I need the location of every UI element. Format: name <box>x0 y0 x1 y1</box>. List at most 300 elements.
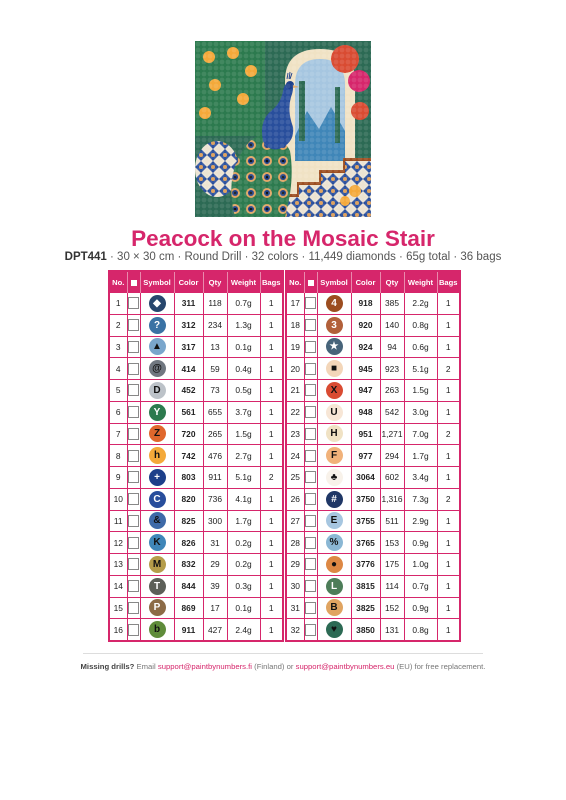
qty-value: 153 <box>380 532 404 554</box>
weight-value: 7.0g <box>404 423 437 445</box>
row-number: 25 <box>286 467 304 489</box>
qty-value: 234 <box>203 314 227 336</box>
weight-value: 3.7g <box>227 401 260 423</box>
table-row <box>109 293 283 315</box>
row-symbol-cell <box>317 445 351 467</box>
table-row <box>286 532 460 554</box>
row-checkbox[interactable] <box>128 384 139 396</box>
symbol-icon: C <box>149 491 166 508</box>
row-symbol-cell <box>140 423 174 445</box>
color-code: 832 <box>174 554 203 576</box>
weight-value: 0.2g <box>227 532 260 554</box>
row-checkbox[interactable] <box>305 319 316 331</box>
bags-value: 1 <box>437 619 460 641</box>
color-legend-table-left <box>108 270 284 642</box>
weight-value: 0.8g <box>404 314 437 336</box>
weight-value: 0.7g <box>227 293 260 315</box>
row-checkbox[interactable] <box>305 493 316 505</box>
symbol-icon: b <box>149 621 166 638</box>
table-row <box>286 488 460 510</box>
row-checkbox[interactable] <box>128 297 139 309</box>
row-symbol-cell <box>317 358 351 380</box>
row-symbol-cell <box>140 554 174 576</box>
row-checkbox[interactable] <box>305 580 316 592</box>
qty-value: 17 <box>203 597 227 619</box>
row-checkbox-cell <box>304 401 317 423</box>
row-symbol-cell <box>317 293 351 315</box>
row-checkbox-cell <box>304 554 317 576</box>
row-number: 9 <box>109 467 127 489</box>
color-code: 3755 <box>351 510 380 532</box>
bags-value: 1 <box>437 554 460 576</box>
symbol-icon: 4 <box>326 295 343 312</box>
row-checkbox-cell <box>127 358 140 380</box>
row-symbol-cell <box>140 380 174 402</box>
bags-value: 1 <box>260 619 283 641</box>
table-row <box>109 597 283 619</box>
row-checkbox[interactable] <box>128 450 139 462</box>
row-checkbox[interactable] <box>128 319 139 331</box>
qty-value: 602 <box>380 467 404 489</box>
row-symbol-cell <box>140 510 174 532</box>
header-no: No. <box>286 271 304 293</box>
table-row <box>109 380 283 402</box>
symbol-icon: F <box>326 447 343 464</box>
color-code: 977 <box>351 445 380 467</box>
table-row <box>286 619 460 641</box>
row-checkbox-cell <box>304 488 317 510</box>
row-symbol-cell <box>317 380 351 402</box>
color-code: 869 <box>174 597 203 619</box>
color-code: 947 <box>351 380 380 402</box>
bags-value: 2 <box>437 423 460 445</box>
symbol-icon: ★ <box>326 338 343 355</box>
weight-value: 5.1g <box>227 467 260 489</box>
row-symbol-cell <box>317 401 351 423</box>
symbol-icon: U <box>326 404 343 421</box>
row-checkbox-cell <box>127 423 140 445</box>
color-code: 317 <box>174 336 203 358</box>
product-details: · 30 × 30 cm · Round Drill · 32 colors · 11,449 diamonds · 65g total · 36 bags <box>110 251 502 263</box>
bags-value: 2 <box>437 358 460 380</box>
symbol-icon: ■ <box>326 360 343 377</box>
row-number: 21 <box>286 380 304 402</box>
row-checkbox-cell <box>304 445 317 467</box>
color-code: 561 <box>174 401 203 423</box>
weight-value: 3.0g <box>404 401 437 423</box>
header-checkbox-icon <box>308 280 314 286</box>
bags-value: 1 <box>260 554 283 576</box>
bags-value: 2 <box>260 467 283 489</box>
symbol-icon: M <box>149 556 166 573</box>
bags-value: 1 <box>260 423 283 445</box>
row-checkbox[interactable] <box>128 580 139 592</box>
color-legend-table-right <box>285 270 461 642</box>
qty-value: 73 <box>203 380 227 402</box>
row-checkbox-cell <box>127 445 140 467</box>
color-code: 951 <box>351 423 380 445</box>
color-code: 3776 <box>351 554 380 576</box>
table-row <box>109 445 283 467</box>
table-row <box>109 532 283 554</box>
symbol-icon: K <box>149 534 166 551</box>
weight-value: 1.7g <box>227 510 260 532</box>
bags-value: 1 <box>260 597 283 619</box>
header-check <box>304 271 317 293</box>
bags-value: 1 <box>437 532 460 554</box>
symbol-icon: # <box>326 491 343 508</box>
row-checkbox-cell <box>304 293 317 315</box>
weight-value: 0.4g <box>227 358 260 380</box>
weight-value: 0.7g <box>404 575 437 597</box>
row-checkbox-cell <box>304 467 317 489</box>
qty-value: 152 <box>380 597 404 619</box>
row-symbol-cell <box>140 445 174 467</box>
bags-value: 1 <box>437 293 460 315</box>
header-color: Color <box>174 271 203 293</box>
email-link-fi[interactable]: support@paintbynumbers.fi <box>157 662 252 671</box>
color-code: 414 <box>174 358 203 380</box>
table-row <box>286 293 460 315</box>
row-number: 20 <box>286 358 304 380</box>
row-number: 23 <box>286 423 304 445</box>
weight-value: 0.2g <box>227 554 260 576</box>
row-symbol-cell <box>317 619 351 641</box>
color-code: 312 <box>174 314 203 336</box>
table-row <box>109 401 283 423</box>
weight-value: 1.5g <box>404 380 437 402</box>
qty-value: 94 <box>380 336 404 358</box>
row-symbol-cell <box>140 597 174 619</box>
bags-value: 1 <box>260 510 283 532</box>
row-checkbox-cell <box>304 532 317 554</box>
row-checkbox[interactable] <box>128 515 139 527</box>
color-code: 311 <box>174 293 203 315</box>
row-checkbox[interactable] <box>305 428 316 440</box>
color-code: 3765 <box>351 532 380 554</box>
table-row <box>286 597 460 619</box>
table-row <box>286 467 460 489</box>
bags-value: 1 <box>437 314 460 336</box>
row-checkbox[interactable] <box>305 297 316 309</box>
qty-value: 39 <box>203 575 227 597</box>
row-symbol-cell <box>140 488 174 510</box>
weight-value: 2.9g <box>404 510 437 532</box>
color-code: 825 <box>174 510 203 532</box>
header-weight: Weight <box>227 271 260 293</box>
row-number: 22 <box>286 401 304 423</box>
qty-value: 263 <box>380 380 404 402</box>
qty-value: 131 <box>380 619 404 641</box>
table-row <box>109 619 283 641</box>
row-number: 3 <box>109 336 127 358</box>
qty-value: 511 <box>380 510 404 532</box>
row-symbol-cell <box>317 314 351 336</box>
row-symbol-cell <box>140 314 174 336</box>
color-code: 742 <box>174 445 203 467</box>
qty-value: 923 <box>380 358 404 380</box>
row-checkbox[interactable] <box>128 558 139 570</box>
row-symbol-cell <box>317 554 351 576</box>
symbol-icon: 3 <box>326 317 343 334</box>
row-checkbox[interactable] <box>128 493 139 505</box>
header-bags: Bags <box>437 271 460 293</box>
product-subtitle <box>0 251 566 263</box>
table-row <box>286 445 460 467</box>
row-checkbox-cell <box>127 488 140 510</box>
row-checkbox[interactable] <box>128 428 139 440</box>
row-checkbox[interactable] <box>305 450 316 462</box>
bags-value: 1 <box>437 510 460 532</box>
row-number: 8 <box>109 445 127 467</box>
table-row <box>286 358 460 380</box>
row-number: 30 <box>286 575 304 597</box>
row-checkbox-cell <box>127 554 140 576</box>
row-number: 5 <box>109 380 127 402</box>
header-weight: Weight <box>404 271 437 293</box>
qty-value: 1,316 <box>380 488 404 510</box>
table-header-row <box>109 271 283 293</box>
table-row <box>286 510 460 532</box>
footer-divider <box>83 653 483 654</box>
bags-value: 1 <box>437 380 460 402</box>
color-code: 720 <box>174 423 203 445</box>
weight-value: 2.7g <box>227 445 260 467</box>
row-checkbox-cell <box>127 401 140 423</box>
row-number: 6 <box>109 401 127 423</box>
bags-value: 1 <box>260 314 283 336</box>
symbol-icon: X <box>326 382 343 399</box>
symbol-icon: L <box>326 578 343 595</box>
symbol-icon: B <box>326 599 343 616</box>
row-checkbox[interactable] <box>305 341 316 353</box>
row-checkbox-cell <box>304 358 317 380</box>
row-number: 27 <box>286 510 304 532</box>
row-checkbox-cell <box>304 575 317 597</box>
bags-value: 2 <box>437 488 460 510</box>
row-checkbox[interactable] <box>305 515 316 527</box>
color-code: 820 <box>174 488 203 510</box>
qty-value: 476 <box>203 445 227 467</box>
bags-value: 1 <box>260 358 283 380</box>
product-code: DPT441 <box>64 251 107 263</box>
bags-value: 1 <box>260 336 283 358</box>
weight-value: 1.7g <box>404 445 437 467</box>
qty-value: 1,271 <box>380 423 404 445</box>
weight-value: 2.4g <box>227 619 260 641</box>
symbol-icon: % <box>326 534 343 551</box>
bags-value: 1 <box>437 445 460 467</box>
bags-value: 1 <box>260 401 283 423</box>
bags-value: 1 <box>437 401 460 423</box>
row-checkbox[interactable] <box>305 406 316 418</box>
row-number: 13 <box>109 554 127 576</box>
row-checkbox-cell <box>304 619 317 641</box>
row-number: 14 <box>109 575 127 597</box>
header-symbol: Symbol <box>140 271 174 293</box>
weight-value: 0.8g <box>404 619 437 641</box>
table-row <box>286 575 460 597</box>
row-checkbox[interactable] <box>305 363 316 375</box>
row-checkbox-cell <box>127 293 140 315</box>
table-row <box>286 336 460 358</box>
row-checkbox-cell <box>127 380 140 402</box>
qty-value: 13 <box>203 336 227 358</box>
row-checkbox-cell <box>127 619 140 641</box>
bags-value: 1 <box>260 380 283 402</box>
header-color: Color <box>351 271 380 293</box>
row-checkbox[interactable] <box>305 471 316 483</box>
row-checkbox[interactable] <box>128 537 139 549</box>
row-number: 4 <box>109 358 127 380</box>
row-checkbox-cell <box>127 336 140 358</box>
weight-value: 1.3g <box>227 314 260 336</box>
qty-value: 29 <box>203 554 227 576</box>
row-number: 26 <box>286 488 304 510</box>
bags-value: 1 <box>437 467 460 489</box>
row-number: 31 <box>286 597 304 619</box>
weight-value: 0.1g <box>227 597 260 619</box>
row-checkbox[interactable] <box>128 341 139 353</box>
header-check <box>127 271 140 293</box>
header-no: No. <box>109 271 127 293</box>
email-link-eu[interactable]: support@paintbynumbers.eu <box>295 662 395 671</box>
row-number: 16 <box>109 619 127 641</box>
row-number: 28 <box>286 532 304 554</box>
symbol-icon: ● <box>326 556 343 573</box>
row-checkbox-cell <box>304 423 317 445</box>
row-symbol-cell <box>140 293 174 315</box>
row-number: 32 <box>286 619 304 641</box>
row-checkbox[interactable] <box>305 537 316 549</box>
color-code: 3815 <box>351 575 380 597</box>
table-row <box>109 358 283 380</box>
header-checkbox-icon <box>131 280 137 286</box>
qty-value: 175 <box>380 554 404 576</box>
symbol-icon: D <box>149 382 166 399</box>
row-checkbox-cell <box>127 510 140 532</box>
bags-value: 1 <box>260 445 283 467</box>
color-code: 3064 <box>351 467 380 489</box>
bags-value: 1 <box>437 336 460 358</box>
row-checkbox-cell <box>304 380 317 402</box>
row-checkbox-cell <box>127 314 140 336</box>
bags-value: 1 <box>260 293 283 315</box>
table-row <box>286 554 460 576</box>
row-symbol-cell <box>317 597 351 619</box>
row-checkbox[interactable] <box>305 384 316 396</box>
color-code: 3850 <box>351 619 380 641</box>
row-number: 17 <box>286 293 304 315</box>
row-checkbox-cell <box>127 597 140 619</box>
color-code: 924 <box>351 336 380 358</box>
weight-value: 2.2g <box>404 293 437 315</box>
weight-value: 0.9g <box>404 597 437 619</box>
weight-value: 1.0g <box>404 554 437 576</box>
weight-value: 5.1g <box>404 358 437 380</box>
symbol-icon: ◆ <box>149 295 166 312</box>
symbol-icon: + <box>149 469 166 486</box>
row-symbol-cell <box>317 488 351 510</box>
row-checkbox[interactable] <box>128 471 139 483</box>
row-number: 2 <box>109 314 127 336</box>
qty-value: 265 <box>203 423 227 445</box>
weight-value: 1.5g <box>227 423 260 445</box>
weight-value: 0.5g <box>227 380 260 402</box>
row-checkbox[interactable] <box>128 406 139 418</box>
symbol-icon: Z <box>149 425 166 442</box>
row-symbol-cell <box>140 619 174 641</box>
row-checkbox-cell <box>304 510 317 532</box>
symbol-icon: H <box>326 425 343 442</box>
row-symbol-cell <box>140 532 174 554</box>
bags-value: 1 <box>437 575 460 597</box>
row-checkbox[interactable] <box>128 602 139 614</box>
page-title: Peacock on the Mosaic Stair <box>131 226 435 251</box>
row-checkbox-cell <box>127 532 140 554</box>
color-code: 826 <box>174 532 203 554</box>
row-symbol-cell <box>140 358 174 380</box>
qty-value: 300 <box>203 510 227 532</box>
row-number: 10 <box>109 488 127 510</box>
row-checkbox[interactable] <box>305 602 316 614</box>
row-symbol-cell <box>140 575 174 597</box>
row-symbol-cell <box>140 401 174 423</box>
color-code: 918 <box>351 293 380 315</box>
row-number: 19 <box>286 336 304 358</box>
qty-value: 385 <box>380 293 404 315</box>
row-number: 12 <box>109 532 127 554</box>
qty-value: 427 <box>203 619 227 641</box>
bags-value: 1 <box>260 575 283 597</box>
table-row <box>109 336 283 358</box>
bags-value: 1 <box>260 488 283 510</box>
color-code: 3750 <box>351 488 380 510</box>
qty-value: 736 <box>203 488 227 510</box>
row-number: 1 <box>109 293 127 315</box>
qty-value: 59 <box>203 358 227 380</box>
weight-value: 0.1g <box>227 336 260 358</box>
row-symbol-cell <box>317 336 351 358</box>
qty-value: 118 <box>203 293 227 315</box>
row-checkbox-cell <box>127 575 140 597</box>
symbol-icon: ▲ <box>149 338 166 355</box>
footer-text-3: (EU) for free replacement. <box>396 662 486 671</box>
color-code: 452 <box>174 380 203 402</box>
row-checkbox[interactable] <box>128 363 139 375</box>
header-qty: Qty <box>203 271 227 293</box>
qty-value: 31 <box>203 532 227 554</box>
row-checkbox[interactable] <box>305 558 316 570</box>
row-symbol-cell <box>317 510 351 532</box>
row-symbol-cell <box>317 423 351 445</box>
weight-value: 7.3g <box>404 488 437 510</box>
symbol-icon: @ <box>149 360 166 377</box>
weight-value: 3.4g <box>404 467 437 489</box>
header-qty: Qty <box>380 271 404 293</box>
symbol-icon: & <box>149 512 166 529</box>
color-code: 844 <box>174 575 203 597</box>
row-checkbox-cell <box>304 314 317 336</box>
row-checkbox[interactable] <box>128 624 139 636</box>
row-checkbox[interactable] <box>305 624 316 636</box>
table-row <box>109 488 283 510</box>
weight-value: 0.3g <box>227 575 260 597</box>
table-row <box>286 423 460 445</box>
table-row <box>109 554 283 576</box>
table-row <box>109 510 283 532</box>
row-number: 24 <box>286 445 304 467</box>
